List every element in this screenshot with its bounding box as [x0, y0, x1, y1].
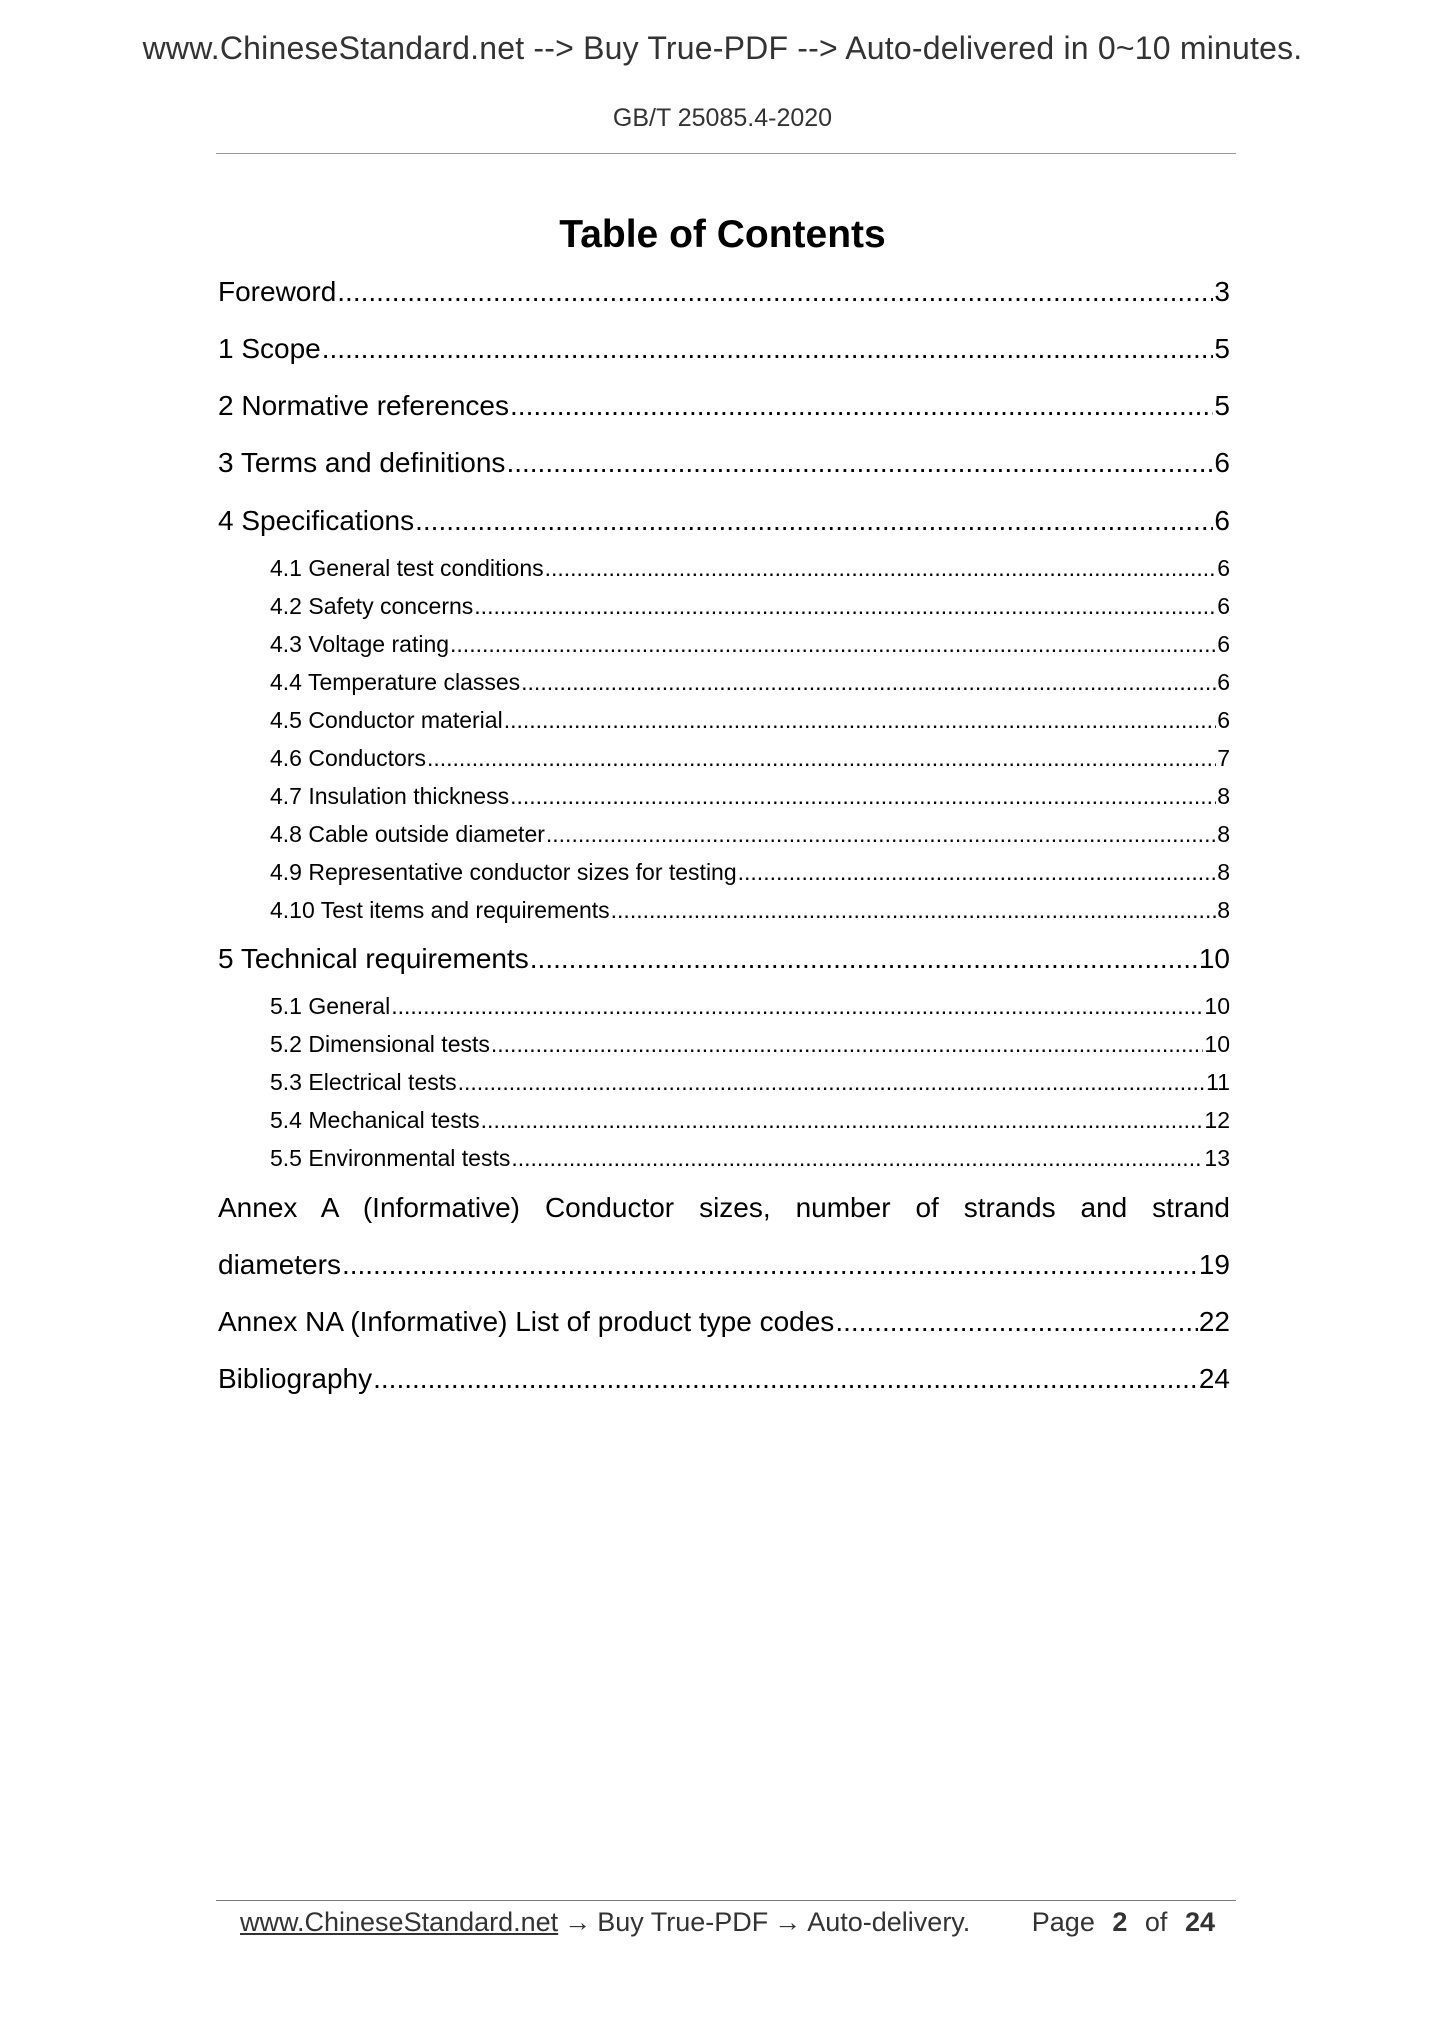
dot-leader	[458, 1067, 1205, 1097]
arrow-right-icon: →	[774, 1906, 802, 1937]
dot-leader	[511, 1143, 1203, 1173]
dot-leader	[491, 1029, 1204, 1059]
toc-entry-label: 5.2 Dimensional tests	[270, 1031, 490, 1057]
toc-entry-page: 3	[1214, 276, 1230, 307]
top-banner: www.ChineseStandard.net --> Buy True-PDF --> Auto-delivered in 0~10 minutes.	[142, 30, 1303, 66]
dot-leader	[450, 629, 1216, 659]
toc-entry-label: 4 Specifications	[218, 505, 415, 536]
toc-entry-label: 4.10 Test items and requirements	[270, 897, 610, 923]
dot-leader	[415, 503, 1213, 539]
toc-entry-page: 10	[1204, 1031, 1230, 1057]
standard-code-header: GB/T 25085.4-2020	[612, 104, 833, 132]
toc-entry-page: 6	[1217, 669, 1230, 695]
toc-entry-page: 6	[1217, 707, 1230, 733]
toc-entry-foreword[interactable]	[218, 274, 1230, 310]
toc-subentry[interactable]	[270, 629, 1230, 659]
toc-entry-page: 24	[1198, 1363, 1230, 1394]
dot-leader	[481, 1105, 1204, 1135]
dot-leader	[738, 857, 1217, 887]
toc-subentry[interactable]	[270, 1105, 1230, 1135]
toc-entry-page: 6	[1214, 505, 1230, 536]
toc-entry-label: 4.3 Voltage rating	[270, 631, 450, 657]
dot-leader	[506, 445, 1213, 481]
toc-entry-page: 11	[1206, 1069, 1230, 1095]
toc-subentry[interactable]	[270, 991, 1230, 1021]
toc-subentry[interactable]	[270, 743, 1230, 773]
footer-divider	[216, 1900, 1236, 1901]
toc-subentry[interactable]	[270, 819, 1230, 849]
toc-entry-normative-references[interactable]	[218, 388, 1230, 424]
dot-leader	[391, 991, 1203, 1021]
toc-entry-label: 4.1 General test conditions	[270, 555, 544, 581]
page-number-indicator	[1027, 1907, 1220, 1938]
toc-entry-label: 4.6 Conductors	[270, 745, 426, 771]
dot-leader	[474, 591, 1216, 621]
toc-entry-annex-a[interactable]	[218, 1247, 1230, 1283]
toc-entry-terms-and-definitions[interactable]	[218, 445, 1230, 481]
toc-entry-label: 5.5 Environmental tests	[270, 1145, 511, 1171]
toc-title: Table of Contents	[559, 213, 886, 256]
dot-leader	[546, 819, 1216, 849]
header-divider	[216, 153, 1236, 154]
arrow-right-icon: →	[564, 1906, 592, 1937]
toc-entry-page: 5	[1214, 333, 1230, 364]
dot-leader	[530, 941, 1198, 977]
toc-entry-page: 8	[1217, 783, 1230, 809]
toc-entry-label: 5 Technical requirements	[218, 943, 529, 974]
footer-delivery-text: Auto-delivery.	[807, 1906, 971, 1937]
toc-entry-page: 7	[1217, 745, 1230, 771]
toc-entry-label: 5.3 Electrical tests	[270, 1069, 457, 1095]
toc-entry-annex-na[interactable]	[218, 1304, 1230, 1340]
toc-subentry[interactable]	[270, 1029, 1230, 1059]
toc-entry-page: 6	[1217, 555, 1230, 581]
dot-leader	[510, 781, 1216, 811]
toc-entry-label: 4.8 Cable outside diameter	[270, 821, 545, 847]
dot-leader	[611, 895, 1217, 925]
toc-entry-label: 2 Normative references	[218, 390, 510, 421]
toc-entry-scope[interactable]	[218, 331, 1230, 367]
dot-leader	[545, 553, 1217, 583]
toc-entry-label: 4.5 Conductor material	[270, 707, 503, 733]
toc-entry-label: 4.7 Insulation thickness	[270, 783, 510, 809]
toc-subentry[interactable]	[270, 857, 1230, 887]
dot-leader	[835, 1304, 1198, 1340]
toc-subentry[interactable]	[270, 553, 1230, 583]
toc-entry-page: 5	[1214, 390, 1230, 421]
dot-leader	[373, 1361, 1198, 1397]
dot-leader	[342, 1247, 1198, 1283]
dot-leader	[427, 743, 1216, 773]
toc-entry-annex-a-line1[interactable]: Annex A (Informative) Conductor sizes, number of strands and strand	[218, 1192, 1230, 1223]
page-total: 24	[1184, 1906, 1215, 1937]
toc-entry-page: 8	[1217, 821, 1230, 847]
toc-entry-page: 10	[1204, 993, 1230, 1019]
dot-leader	[504, 705, 1217, 735]
page-current: 2	[1112, 1906, 1128, 1937]
toc-entry-page: 10	[1198, 943, 1230, 974]
dot-leader	[521, 667, 1216, 697]
toc-entry-label: Annex NA (Informative) List of product type codes	[218, 1306, 835, 1337]
toc-subentry[interactable]	[270, 705, 1230, 735]
footer-site-link[interactable]: www.ChineseStandard.net	[240, 1906, 559, 1937]
dot-leader	[510, 388, 1213, 424]
toc-entry-page: 12	[1204, 1107, 1230, 1133]
toc-subentry[interactable]	[270, 1067, 1230, 1097]
toc-entry-page: 13	[1204, 1145, 1230, 1171]
page-footer	[240, 1904, 1220, 1940]
page-word: Page	[1031, 1906, 1095, 1937]
toc-entry-label: 3 Terms and definitions	[218, 447, 506, 478]
toc-entry-page: 8	[1217, 859, 1230, 885]
toc-entry-page: 6	[1214, 447, 1230, 478]
toc-entry-page: 8	[1217, 897, 1230, 923]
toc-subentry[interactable]	[270, 895, 1230, 925]
toc-subentry[interactable]	[270, 781, 1230, 811]
toc-entry-technical-requirements[interactable]	[218, 941, 1230, 977]
toc-entry-label: 4.2 Safety concerns	[270, 593, 474, 619]
toc-entry-label: Bibliography	[218, 1363, 373, 1394]
toc-entry-page: 6	[1217, 593, 1230, 619]
toc-subentry[interactable]	[270, 667, 1230, 697]
dot-leader	[337, 274, 1213, 310]
toc-entry-label: Foreword	[218, 276, 337, 307]
toc-entry-page: 6	[1217, 631, 1230, 657]
of-word: of	[1144, 1906, 1168, 1937]
toc-entry-bibliography[interactable]	[218, 1361, 1230, 1397]
toc-entry-page: 22	[1198, 1306, 1230, 1337]
toc-entry-label: 5.1 General	[270, 993, 391, 1019]
toc-entry-label: 4.9 Representative conductor sizes for testing	[270, 859, 737, 885]
toc-entry-label: 4.4 Temperature classes	[270, 669, 521, 695]
toc-entry-label: 1 Scope	[218, 333, 321, 364]
toc-subentry[interactable]	[270, 591, 1230, 621]
toc-entry-label: 5.4 Mechanical tests	[270, 1107, 480, 1133]
footer-buy-text: Buy True-PDF	[597, 1906, 769, 1937]
dot-leader	[322, 331, 1214, 367]
toc-entry-specifications[interactable]	[218, 503, 1230, 539]
toc-subentry[interactable]	[270, 1143, 1230, 1173]
toc-entry-page: 19	[1198, 1249, 1230, 1280]
toc-entry-label: diameters	[218, 1249, 341, 1280]
